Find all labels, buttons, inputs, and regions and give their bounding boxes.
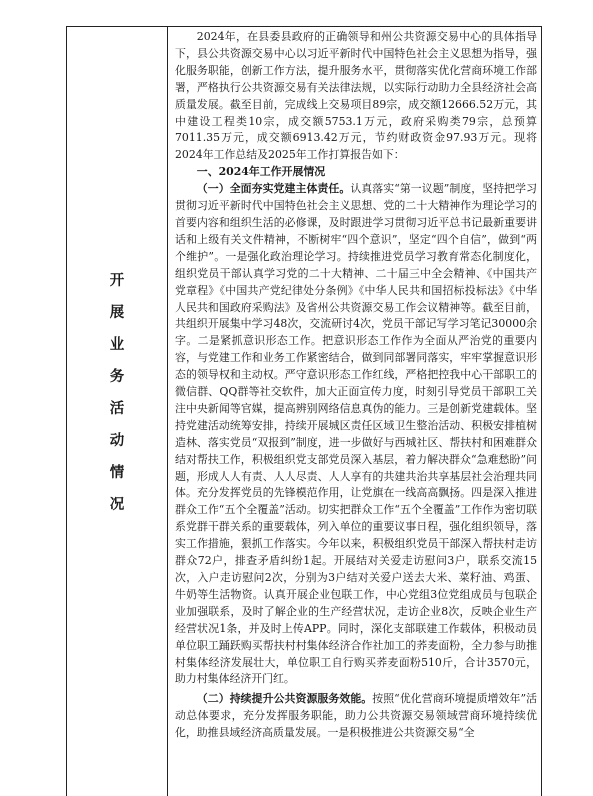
row-label-char: 活 (109, 400, 125, 417)
item1-lead: （一）全面夯实党建主体责任。 (196, 182, 351, 196)
row-label-char: 动 (109, 432, 125, 449)
row-label-char: 务 (109, 368, 125, 385)
row-label-char: 业 (109, 336, 125, 353)
report-table (66, 26, 542, 796)
content-cell (175, 29, 537, 742)
row-label-char: 开 (109, 272, 125, 289)
item2-paragraph (175, 691, 537, 742)
row-label-vertical (67, 265, 167, 521)
row-label-char: 展 (109, 304, 125, 321)
row-label-char: 情 (109, 464, 125, 481)
intro-paragraph: 2024年，在县委县政府的正确领导和州公共资源交易中心的具体指导下，县公共资源交易中心以习近平新时代中国特色社会主义思想为指导，强化服务职能，创新工作方法，提升服务水平，贯彻落实优化营商环境工作部署，严格执行公共资源交易有关法律法规，以实际行动助力全县经济社会高质量发展。截至目前，完成线上交易项目89宗，成交额12666.52万元，其中建设工程类10宗，成交额5753.1万元，政府采购类79宗，总预算7011.35万元，成交额6913.42万元，节约财政资金97.93万元。现将2024年工作总结及2025年工作打算报告如下： (175, 30, 537, 162)
row-label-char: 况 (109, 496, 125, 513)
item1-paragraph (175, 181, 537, 688)
item1-body: 认真落实“第一议题”制度，坚持把学习贯彻习近平新时代中国特色社会主义思想、党的二十大精神作为理论学习的首要内容和组织生活的必修课，及时跟进学习贯彻习近平总书记最新重要讲话和上级有关文件精神，不断树牢“四个意识”，坚定“四个自信”，做到“两个维护”。一是强化政治理论学习。持续推进党员学习教育常态化制度化，组织党员干部认真学习党的二十大精神、二十届三中全会精神、《中国共产党章程》《中国共产党纪律处分条例》《中华人民共和国招标投标法》《中华人民共和国政府采购法》及省州公共资源交易工作会议精神等。截至目前，共组织开展集中学习48次，交流研讨4次，党员干部记写学习笔记30000余字。二是紧抓意识形态工作。把意识形态工作作为全面从严治党的重要内容，与党建工作和业务工作紧密结合，做到同部署同落实，牢牢掌握意识形态的领导权和主动权。严守意识形态工作红线，严格把控我中心干部职工的微信群、QQ群等社交软件，加大正面宣传力度，时刻引导党员干部职工关注中央新闻等官媒，提高辨别网络信息真伪的能力。三是创新党建载体。坚持党建活动统筹安排，持续开展城区责任区域卫生整治活动、积极安排植树造林、落实党员“双报到”制度，进一步做好与西城社区、帮扶村和困难群众结对帮扶工作，积极组织党支部党员深入基层，着力解决群众“急难愁盼”问题，形成人人有责、人人尽责、人人享有的共建共治共享基层社会治理共同体。充分发挥党员的先锋模范作用，让党旗在一线高高飘扬。四是深入推进群众工作“五个全覆盖”活动。切实把群众工作“五个全覆盖”工作作为密切联系党群干群关系的重要载体，列入单位的重要议事日程，强化组织领导，落实工作措施，狠抓工作落实。今年以来，积极组织党员干部深入帮扶村走访群众72户，排查矛盾纠纷1起。开展结对关爱走访慰问3户，联系交流15次，入户走访慰问2次，分别为3户结对关爱户送去大米、菜籽油、鸡蛋、牛奶等生活物资。认真开展企业包联工作，中心党组3位党组成员与包联企业加强联系，及时了解企业的生产经营状况，走访企业8次，反映企业生产经营状况1条，并及时上传APP。同时，深化支部联建工作载体，积极动员单位职工踊跃购买帮扶村村集体经济合作社加工的荞麦面粉，全力参与助推村集体经济发展壮大，单位职工自行购买荞麦面粉510斤，合计3570元，助力村集体经济开门红。 (175, 182, 537, 686)
item2-body: 按照“优化营商环境提质增效年”活动总体要求，充分发挥服务职能，助力公共资源交易领域营商环境持续优化，助推县域经济高质量发展。一是积极推进公共资源交易“全 (175, 692, 537, 740)
section-heading: 一、2024年工作开展情况 (196, 165, 326, 179)
row-label-cell (67, 27, 168, 796)
item2-lead: （二）持续提升公共资源服务效能。 (196, 692, 373, 706)
